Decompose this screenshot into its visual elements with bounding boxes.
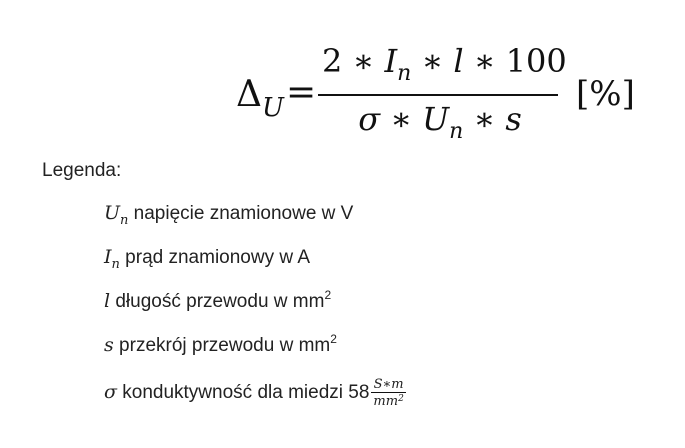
legend-item-length — [104, 290, 331, 313]
numerator-current-subscript: n — [397, 61, 412, 86]
denominator-operator-1: ∗ — [390, 100, 412, 138]
legend-superscript: 2 — [330, 332, 337, 346]
legend-symbol: $U_n$ — [104, 202, 129, 228]
numerator-length: l — [453, 42, 464, 80]
voltage-drop-formula — [236, 40, 636, 150]
legend-description: prąd znamionowy w A — [125, 247, 310, 268]
unit-numerator: S∗m — [373, 377, 404, 392]
conductivity-value: 58 — [348, 382, 370, 404]
legend-description: przekrój przewodu w mm — [119, 335, 331, 356]
denominator-section: s — [505, 100, 522, 138]
numerator-factor: 100 — [505, 42, 567, 80]
conductivity-unit-fraction — [371, 378, 405, 408]
numerator-operator-2: ∗ — [421, 42, 444, 80]
numerator-operator-1: ∗ — [352, 42, 375, 80]
legend-symbol: σ — [104, 381, 117, 404]
formula-unit: [%] — [576, 74, 635, 114]
unit-denominator: $mm^2$ — [373, 394, 404, 409]
numerator-coefficient: 2 — [322, 42, 343, 80]
delta-subscript: U — [262, 93, 284, 123]
formula-lhs — [236, 74, 284, 123]
legend-item-current — [104, 246, 310, 272]
formula-numerator — [322, 42, 567, 86]
formula-denominator — [322, 100, 558, 144]
legend-symbol: l — [104, 290, 111, 312]
legend-item-voltage — [104, 202, 354, 228]
legend-symbol: s — [104, 334, 114, 356]
legend-title: Legenda: — [42, 160, 122, 181]
denominator-conductivity: σ — [358, 100, 381, 138]
numerator-operator-3: ∗ — [473, 42, 496, 80]
legend-item-cross-section — [104, 334, 337, 357]
legend-item-conductivity — [104, 378, 406, 408]
denominator-voltage: U — [422, 100, 450, 138]
legend-description: długość przewodu w mm — [115, 291, 325, 312]
legend-description: konduktywność dla miedzi — [122, 382, 343, 404]
denominator-operator-2: ∗ — [473, 100, 496, 138]
denominator-voltage-subscript: n — [449, 119, 464, 144]
numerator-current: I — [384, 42, 398, 80]
legend-superscript: 2 — [324, 288, 332, 302]
fraction-bar — [318, 94, 558, 96]
legend-description: napięcie znamionowe w V — [133, 203, 354, 224]
equals-sign: = — [286, 72, 317, 113]
legend-symbol: $I_n$ — [104, 246, 120, 272]
delta-symbol: Δ — [236, 74, 262, 115]
